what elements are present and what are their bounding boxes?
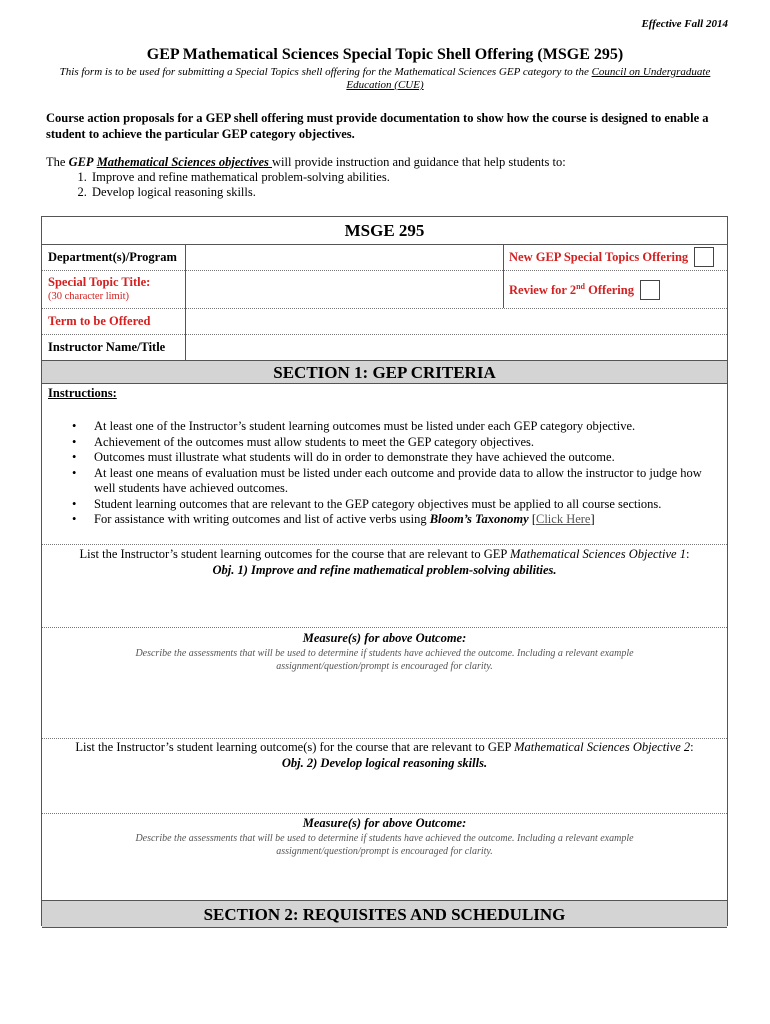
intro-pre: The xyxy=(46,155,69,169)
intro-gep: GEP xyxy=(68,155,94,169)
obj2-ital: Mathematical Sciences Objective 2 xyxy=(514,740,691,754)
char-limit-note: (30 character limit) xyxy=(48,291,130,302)
bloom-title: Bloom’s Taxonomy xyxy=(429,512,529,526)
review-suffix: Offering xyxy=(585,283,634,298)
obj2-outcomes-field[interactable] xyxy=(44,773,725,811)
new-offering-checkbox[interactable] xyxy=(694,247,714,267)
special-topic-field[interactable] xyxy=(188,272,500,306)
department-label: Department(s)/Program xyxy=(48,250,177,264)
bracket-open: [ xyxy=(528,512,536,526)
bloom-text: For assistance with writing outcomes and list of active verbs using xyxy=(94,512,430,526)
obj1-prompt xyxy=(42,546,727,562)
row-divider xyxy=(42,334,727,335)
row-divider xyxy=(42,627,727,628)
obj1-measure-field[interactable] xyxy=(44,676,725,736)
instruction-item: • Outcomes must illustrate what students will do in order to demonstrate they have achieved the outcome. xyxy=(72,450,712,466)
obj1-measure-title: Measure(s) for above Outcome: xyxy=(302,631,467,645)
obj2-title: Obj. 2) Develop logical reasoning skills. xyxy=(281,756,488,770)
review-checkbox[interactable] xyxy=(640,280,660,300)
objectives-list xyxy=(46,170,736,200)
obj1-pre: List the Instructor’s student learning outcomes for the course that are relevant to GEP xyxy=(79,547,510,561)
intro-line xyxy=(46,155,736,170)
bracket-close: ] xyxy=(590,512,595,526)
intro-block xyxy=(46,155,736,200)
department-field[interactable] xyxy=(188,246,500,268)
new-offering-label: New GEP Special Topics Offering xyxy=(509,250,689,264)
review-sup: nd xyxy=(576,282,586,291)
instructor-label: Instructor Name/Title xyxy=(48,340,166,354)
page-title: GEP Mathematical Sciences Special Topic Shell Offering (MSGE 295) xyxy=(146,46,624,63)
obj1-post: : xyxy=(685,547,690,561)
term-field[interactable] xyxy=(188,310,726,332)
objective-item: 1. Improve and refine mathematical problem-solving abilities. xyxy=(90,170,736,185)
instruction-item: • At least one means of evaluation must be listed under each outcome and provide data to allow the instructor to judge how well students have achieved outcomes. xyxy=(72,466,712,497)
section2-header: SECTION 2: REQUISITES AND SCHEDULING xyxy=(42,900,727,928)
obj2-pre: List the Instructor’s student learning outcome(s) for the course that are relevant to GEP xyxy=(75,740,515,754)
obj1-ital: Mathematical Sciences Objective 1 xyxy=(509,547,686,561)
obj1-measure-desc: Describe the assessments that will be used to determine if students have achieved the outcome. Including a relevant example assignment/question/prompt is encouraged for clarity. xyxy=(135,648,634,672)
column-divider xyxy=(503,244,504,308)
objectives-link[interactable]: Mathematical Sciences objectives xyxy=(96,155,272,169)
review-label xyxy=(509,282,634,298)
term-label: Term to be Offered xyxy=(48,314,151,328)
column-divider xyxy=(185,244,186,360)
objective-item: 2. Develop logical reasoning skills. xyxy=(90,185,736,200)
obj1-outcomes-field[interactable] xyxy=(44,580,725,625)
obj2-measure-desc: Describe the assessments that will be used to determine if students have achieved the outcome. Including a relevant example assignment/question/prompt is encouraged for clarity. xyxy=(135,833,634,857)
obj1-title: Obj. 1) Improve and refine mathematical problem-solving abilities. xyxy=(212,563,557,577)
notice-text: Course action proposals for a GEP shell offering must provide documentation to show how the course is designed to enable a student to achieve the particular GEP category objectives. xyxy=(46,111,709,141)
row-divider xyxy=(42,813,727,814)
row-divider xyxy=(42,544,727,545)
subtitle-text: This form is to be used for submitting a Special Topics shell offering for the Mathematical Sciences GEP category to the xyxy=(59,66,592,78)
obj2-prompt xyxy=(42,739,727,755)
instructor-field[interactable] xyxy=(188,336,726,358)
special-topic-label: Special Topic Title: xyxy=(48,275,151,289)
effective-date: Effective Fall 2014 xyxy=(641,18,728,30)
instruction-item xyxy=(72,512,712,528)
row-divider xyxy=(42,308,727,309)
page-subtitle xyxy=(50,66,720,92)
obj2-post: : xyxy=(690,740,694,754)
cue-link[interactable]: Council on Undergraduate Education (CUE) xyxy=(346,66,711,91)
section1-header: SECTION 1: GEP CRITERIA xyxy=(42,360,727,384)
review-text: Review for 2 xyxy=(509,283,577,298)
intro-post: will provide instruction and guidance that help students to: xyxy=(272,155,566,169)
obj2-measure-field[interactable] xyxy=(44,860,725,898)
instruction-item: • At least one of the Instructor’s student learning outcomes must be listed under each GEP category objective. xyxy=(72,419,712,435)
instructions-list xyxy=(72,419,712,528)
obj2-measure-title: Measure(s) for above Outcome: xyxy=(302,816,467,830)
row-divider xyxy=(42,244,727,245)
row-divider xyxy=(42,270,727,271)
instructions-label: Instructions: xyxy=(48,386,117,400)
form-header: MSGE 295 xyxy=(344,221,425,240)
click-here-link[interactable]: Click Here xyxy=(535,512,591,526)
instruction-item: • Student learning outcomes that are relevant to the GEP category objectives must be applied to all course sections. xyxy=(72,497,712,513)
instruction-item: • Achievement of the outcomes must allow students to meet the GEP category objectives. xyxy=(72,435,712,451)
